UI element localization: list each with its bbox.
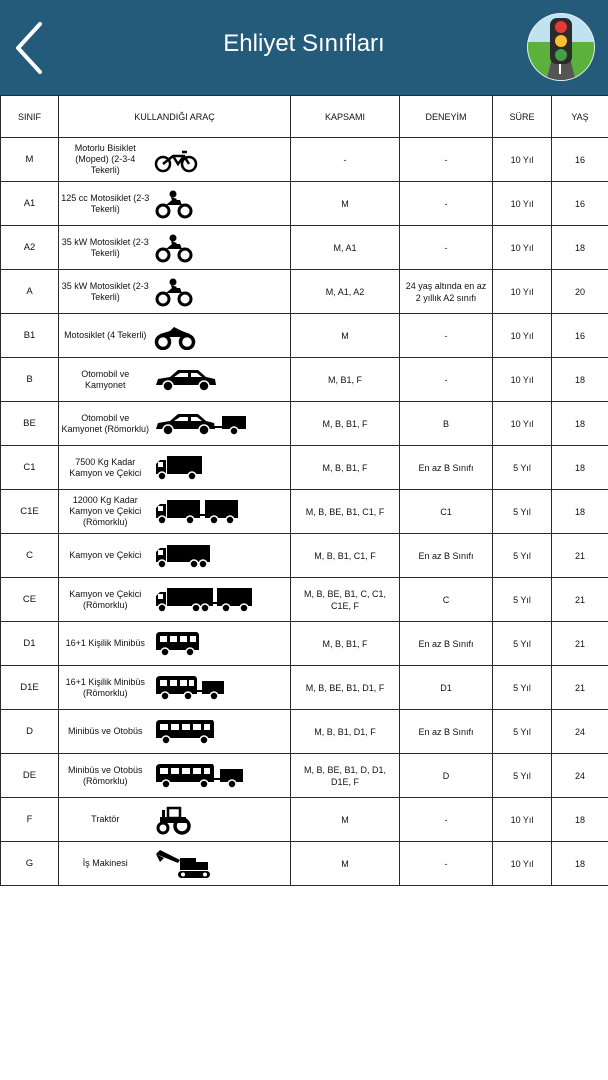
vehicle-icon-cell — [152, 446, 291, 490]
vehicle-cell: 125 cc Motosiklet (2-3 Tekerli) — [59, 182, 152, 226]
experience-cell: - — [400, 138, 493, 182]
duration-cell: 10 Yıl — [493, 270, 552, 314]
table-row — [1, 270, 608, 314]
age-cell: 21 — [552, 534, 608, 578]
class-cell: BE — [1, 402, 59, 446]
table-row — [1, 402, 608, 446]
experience-cell: - — [400, 182, 493, 226]
table-row — [1, 226, 608, 270]
class-cell: A2 — [1, 226, 59, 270]
class-cell: CE — [1, 578, 59, 622]
experience-cell: D — [400, 754, 493, 798]
age-cell: 18 — [552, 226, 608, 270]
bus-icon — [154, 718, 291, 746]
vehicle-icon-cell — [152, 490, 291, 534]
column-header-scope: KAPSAMI — [291, 96, 400, 138]
age-cell: 21 — [552, 578, 608, 622]
table-row — [1, 446, 608, 490]
class-cell: DE — [1, 754, 59, 798]
truck-trailer-icon — [154, 498, 291, 526]
class-cell: A1 — [1, 182, 59, 226]
bus-trailer-icon — [154, 762, 291, 790]
age-cell: 16 — [552, 138, 608, 182]
vehicle-cell: Otomobil ve Kamyonet — [59, 358, 152, 402]
column-header-vehicle: KULLANDIĞI ARAÇ — [59, 96, 291, 138]
experience-cell: En az B Sınıfı — [400, 710, 493, 754]
motorcycle-icon — [154, 277, 291, 307]
scope-cell: M, B, B1, F — [291, 402, 400, 446]
scope-cell: M, B, BE, B1, D1, F — [291, 666, 400, 710]
class-cell: B1 — [1, 314, 59, 358]
scope-cell: M, B, BE, B1, C1, F — [291, 490, 400, 534]
vehicle-cell: 35 kW Motosiklet (2-3 Tekerli) — [59, 226, 152, 270]
age-cell: 21 — [552, 622, 608, 666]
motorcycle-icon — [154, 233, 291, 263]
scope-cell: M, B, B1, F — [291, 446, 400, 490]
experience-cell: En az B Sınıfı — [400, 622, 493, 666]
vehicle-cell: Minibüs ve Otobüs (Römorklu) — [59, 754, 152, 798]
duration-cell: 5 Yıl — [493, 578, 552, 622]
experience-cell: En az B Sınıfı — [400, 446, 493, 490]
table-row — [1, 578, 608, 622]
duration-cell: 10 Yıl — [493, 182, 552, 226]
duration-cell: 5 Yıl — [493, 446, 552, 490]
class-cell: A — [1, 270, 59, 314]
vehicle-icon-cell — [152, 578, 291, 622]
vehicle-cell: 12000 Kg Kadar Kamyon ve Çekici (Römorklu) — [59, 490, 152, 534]
license-classes-table — [0, 95, 608, 886]
vehicle-cell: Kamyon ve Çekici (Römorklu) — [59, 578, 152, 622]
vehicle-icon-cell — [152, 314, 291, 358]
vehicle-cell: Motosiklet (4 Tekerli) — [59, 314, 152, 358]
table-row — [1, 314, 608, 358]
experience-cell: - — [400, 358, 493, 402]
age-cell: 18 — [552, 798, 608, 842]
table-row — [1, 842, 608, 886]
scope-cell: M, A1, A2 — [291, 270, 400, 314]
experience-cell: 24 yaş altında en az 2 yıllık A2 sınıfı — [400, 270, 493, 314]
age-cell: 18 — [552, 402, 608, 446]
class-cell: D1E — [1, 666, 59, 710]
truck-small-icon — [154, 454, 291, 482]
scope-cell: M — [291, 842, 400, 886]
class-cell: C — [1, 534, 59, 578]
car-icon — [154, 367, 291, 393]
table-row — [1, 710, 608, 754]
duration-cell: 5 Yıl — [493, 754, 552, 798]
truck-long-trailer-icon — [154, 586, 291, 614]
class-cell: C1 — [1, 446, 59, 490]
vehicle-cell: İş Makinesi — [59, 842, 152, 886]
duration-cell: 5 Yıl — [493, 666, 552, 710]
scope-cell: M, B, B1, C1, F — [291, 534, 400, 578]
car-trailer-icon — [154, 410, 291, 438]
age-cell: 18 — [552, 446, 608, 490]
duration-cell: 10 Yıl — [493, 314, 552, 358]
vehicle-icon-cell — [152, 270, 291, 314]
duration-cell: 10 Yıl — [493, 842, 552, 886]
duration-cell: 10 Yıl — [493, 402, 552, 446]
age-cell: 24 — [552, 754, 608, 798]
vehicle-cell: 16+1 Kişilik Minibüs — [59, 622, 152, 666]
vehicle-icon-cell — [152, 226, 291, 270]
app-header — [0, 0, 608, 95]
class-cell: F — [1, 798, 59, 842]
experience-cell: En az B Sınıfı — [400, 534, 493, 578]
age-cell: 18 — [552, 842, 608, 886]
truck-icon — [154, 542, 291, 570]
column-header-duration: SÜRE — [493, 96, 552, 138]
table-row — [1, 666, 608, 710]
age-cell: 18 — [552, 490, 608, 534]
column-header-age: YAŞ — [552, 96, 608, 138]
experience-cell: - — [400, 226, 493, 270]
vehicle-icon-cell — [152, 666, 291, 710]
table-row — [1, 138, 608, 182]
scope-cell: M, B, BE, B1, C, C1, C1E, F — [291, 578, 400, 622]
vehicle-icon-cell — [152, 842, 291, 886]
experience-cell: B — [400, 402, 493, 446]
duration-cell: 5 Yıl — [493, 534, 552, 578]
age-cell: 24 — [552, 710, 608, 754]
minibus-trailer-icon — [154, 674, 291, 702]
traffic-light-logo-icon — [526, 12, 596, 82]
class-cell: B — [1, 358, 59, 402]
scope-cell: M — [291, 798, 400, 842]
age-cell: 16 — [552, 314, 608, 358]
class-cell: D — [1, 710, 59, 754]
vehicle-icon-cell — [152, 534, 291, 578]
vehicle-icon-cell — [152, 182, 291, 226]
excavator-icon — [154, 848, 291, 880]
table-row — [1, 754, 608, 798]
experience-cell: - — [400, 314, 493, 358]
column-header-experience: DENEYİM — [400, 96, 493, 138]
experience-cell: - — [400, 842, 493, 886]
table-row — [1, 490, 608, 534]
scope-cell: - — [291, 138, 400, 182]
duration-cell: 5 Yıl — [493, 490, 552, 534]
scope-cell: M, B, B1, D1, F — [291, 710, 400, 754]
duration-cell: 10 Yıl — [493, 358, 552, 402]
experience-cell: - — [400, 798, 493, 842]
vehicle-icon-cell — [152, 754, 291, 798]
vehicle-icon-cell — [152, 402, 291, 446]
scope-cell: M, B1, F — [291, 358, 400, 402]
motorcycle-icon — [154, 189, 291, 219]
duration-cell: 5 Yıl — [493, 622, 552, 666]
experience-cell: C1 — [400, 490, 493, 534]
class-cell: G — [1, 842, 59, 886]
vehicle-cell: 16+1 Kişilik Minibüs (Römorklu) — [59, 666, 152, 710]
scope-cell: M — [291, 314, 400, 358]
class-cell: D1 — [1, 622, 59, 666]
table-row — [1, 358, 608, 402]
vehicle-icon-cell — [152, 138, 291, 182]
table-row — [1, 798, 608, 842]
age-cell: 20 — [552, 270, 608, 314]
experience-cell: C — [400, 578, 493, 622]
vehicle-icon-cell — [152, 798, 291, 842]
table-header-row — [1, 96, 608, 138]
duration-cell: 10 Yıl — [493, 138, 552, 182]
table-row — [1, 182, 608, 226]
quad-icon — [154, 322, 291, 350]
vehicle-cell: Traktör — [59, 798, 152, 842]
age-cell: 16 — [552, 182, 608, 226]
scope-cell: M, B, BE, B1, D, D1, D1E, F — [291, 754, 400, 798]
age-cell: 18 — [552, 358, 608, 402]
scope-cell: M — [291, 182, 400, 226]
vehicle-icon-cell — [152, 622, 291, 666]
vehicle-cell: Otomobil ve Kamyonet (Römorklu) — [59, 402, 152, 446]
vehicle-icon-cell — [152, 710, 291, 754]
table-row — [1, 622, 608, 666]
table-row — [1, 534, 608, 578]
scope-cell: M, A1 — [291, 226, 400, 270]
tractor-icon — [154, 805, 291, 835]
vehicle-cell: 35 kW Motosiklet (2-3 Tekerli) — [59, 270, 152, 314]
vehicle-cell: Kamyon ve Çekici — [59, 534, 152, 578]
vehicle-icon-cell — [152, 358, 291, 402]
scope-cell: M, B, B1, F — [291, 622, 400, 666]
experience-cell: D1 — [400, 666, 493, 710]
page-title: Ehliyet Sınıfları — [223, 30, 385, 57]
age-cell: 21 — [552, 666, 608, 710]
vehicle-cell: Minibüs ve Otobüs — [59, 710, 152, 754]
vehicle-cell: 7500 Kg Kadar Kamyon ve Çekici — [59, 446, 152, 490]
duration-cell: 10 Yıl — [493, 798, 552, 842]
class-cell: C1E — [1, 490, 59, 534]
column-header-class: SINIF — [1, 96, 59, 138]
duration-cell: 10 Yıl — [493, 226, 552, 270]
vehicle-cell: Motorlu Bisiklet (Moped) (2-3-4 Tekerli) — [59, 138, 152, 182]
duration-cell: 5 Yıl — [493, 710, 552, 754]
minibus-icon — [154, 630, 291, 658]
class-cell: M — [1, 138, 59, 182]
moped-icon — [154, 147, 291, 173]
